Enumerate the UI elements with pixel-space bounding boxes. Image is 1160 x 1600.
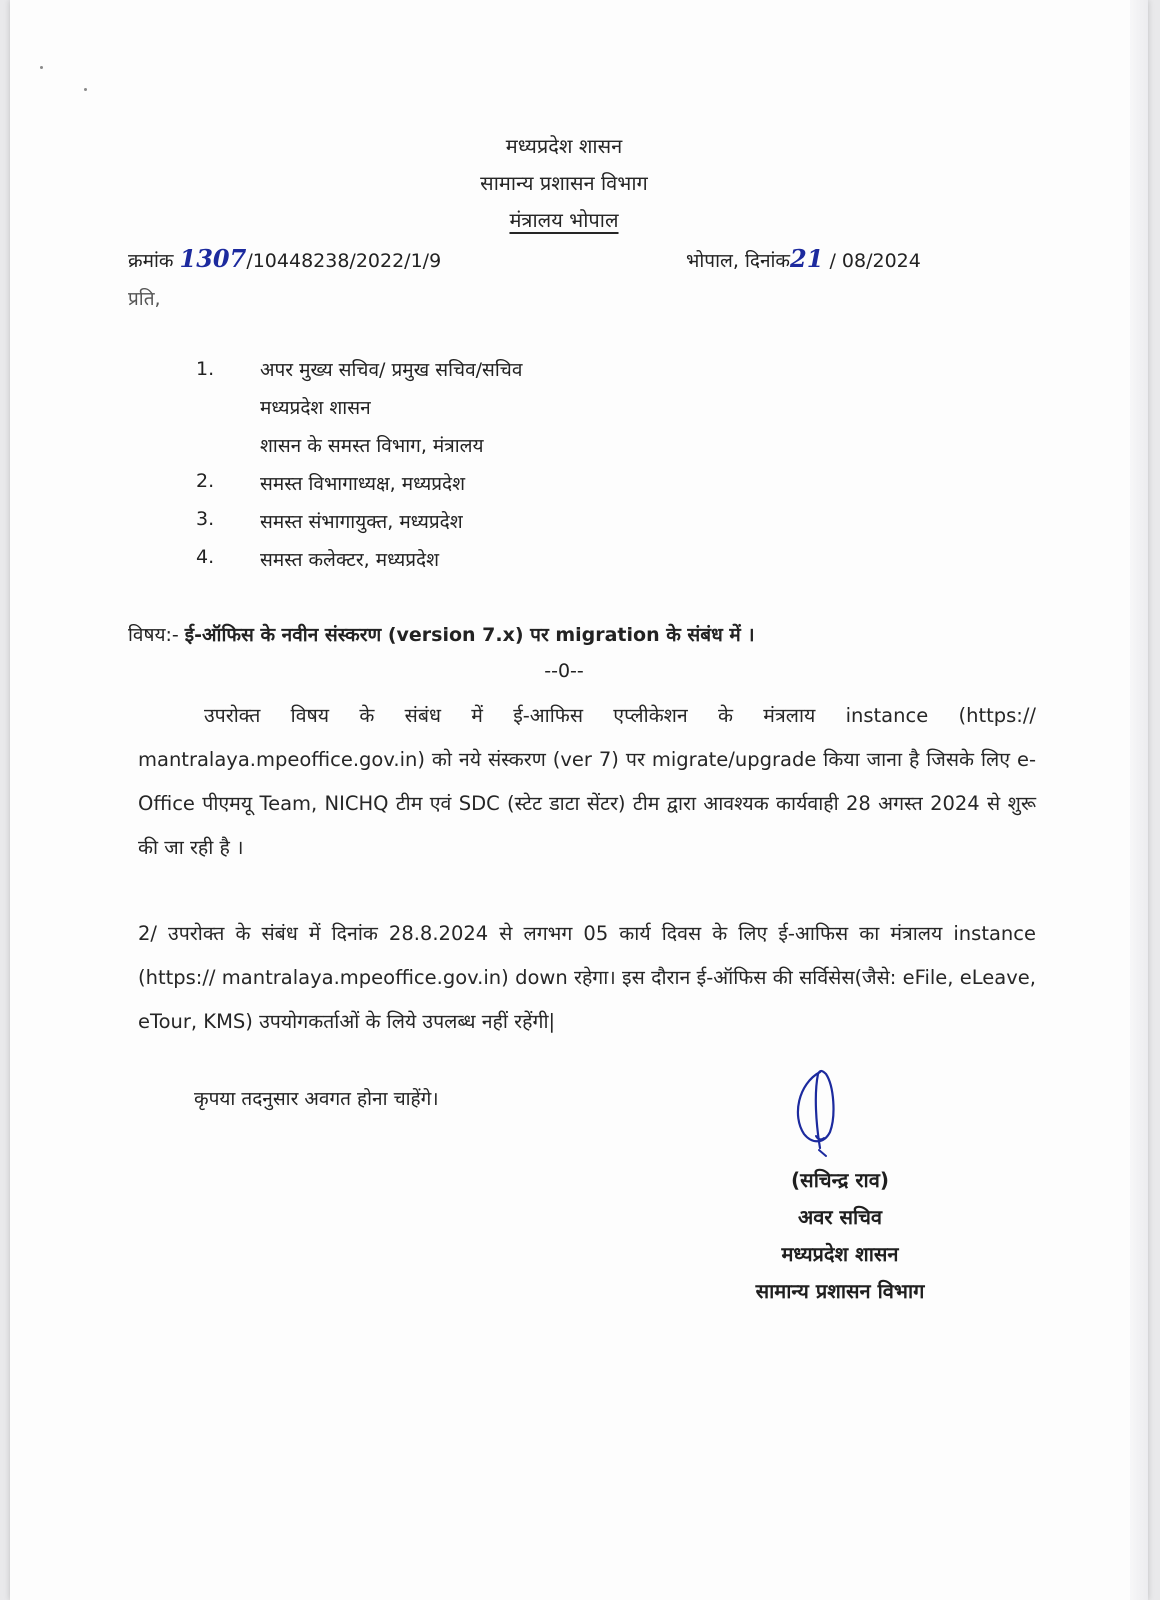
signatory-designation: अवर सचिव xyxy=(797,1205,883,1229)
recipient-1-line-3: शासन के समस्त विभाग, मंत्रालय xyxy=(260,435,484,457)
signatory-org-1: मध्यप्रदेश शासन xyxy=(781,1242,899,1266)
recipient-2-line-1: समस्त विभागाध्यक्ष, मध्यप्रदेश xyxy=(260,473,466,495)
recipient-3-line-1: समस्त संभागायुक्त, मध्यप्रदेश xyxy=(260,511,463,533)
header-line-1: मध्यप्रदेश शासन xyxy=(505,134,623,158)
paragraph-2: 2/ उपरोक्त के संबंध में दिनांक 28.8.2024 से लगभग 05 कार्य दिवस के लिए ई-आफिस का मंत्रालय instance (https:// mantralaya.mpeoffice.gov.in) down रहेगा। इस दौरान ई-ऑफिस की सर्विसेस(जैसे: eFile, eLeave, eTour, KMS) उपयोगकर्ताओं के लिये उपलब्ध नहीं रहेंगी| xyxy=(138,922,1036,1033)
handwritten-number: 1307 xyxy=(179,244,247,273)
header-line-3 xyxy=(10,206,1118,233)
subject-label: विषय:- xyxy=(128,624,179,646)
subject-text: ई-ऑफिस के नवीन संस्करण (version 7.x) पर migration के संबंध में । xyxy=(184,624,755,646)
handwritten-day: 21 xyxy=(790,244,824,273)
page-edge-shadow xyxy=(1130,0,1148,1600)
scan-speck xyxy=(84,88,87,91)
date-rest: / 08/2024 xyxy=(823,250,921,272)
recipient-4-line-1: समस्त कलेक्टर, मध्यप्रदेश xyxy=(260,549,440,571)
separator: --0-- xyxy=(544,660,584,682)
subject xyxy=(128,621,755,647)
recipient-number-2: 2. xyxy=(196,470,215,492)
scan-speck xyxy=(40,66,43,69)
reference-date xyxy=(686,244,921,273)
date-prefix: भोपाल, दिनांक xyxy=(686,250,791,272)
paragraph-1: उपरोक्त विषय के संबंध में ई-आफिस एप्लीकेशन के मंत्रलाय instance (https:// mantralaya.mpeoffice.gov.in) को नये संस्करण (ver 7) पर migrate/upgrade किया जाना है जिसके लिए e-Office पीएमयू Team, NICHQ टीम एवं SDC (स्टेट डाटा सेंटर) टीम द्वारा आवश्यक कार्यवाही 28 अगस्त 2024 से शुरू की जा रही है । xyxy=(138,704,1036,859)
signatory-name: (सचिन्द्र राव) xyxy=(791,1168,889,1192)
recipient-number-3: 3. xyxy=(196,508,215,530)
signatory-org-2: सामान्य प्रशासन विभाग xyxy=(755,1279,925,1303)
header-line-3-text: मंत्रालय भोपाल xyxy=(509,208,619,232)
reference-prefix: क्रमांक xyxy=(128,250,174,272)
handwritten-signature xyxy=(790,1064,850,1160)
header-line-2: सामान्य प्रशासन विभाग xyxy=(480,171,648,195)
recipient-number-4: 4. xyxy=(196,546,215,568)
recipient-number-1: 1. xyxy=(196,358,215,380)
letter-page xyxy=(10,0,1148,1600)
reference-number-rest: /10448238/2022/1/9 xyxy=(246,250,442,272)
to-label: प्रति, xyxy=(128,288,161,310)
recipient-1-line-2: मध्यप्रदेश शासन xyxy=(260,397,371,419)
closing-line: कृपया तदनुसार अवगत होना चाहेंगे। xyxy=(194,1088,439,1110)
reference-number xyxy=(128,244,441,273)
recipient-1-line-1: अपर मुख्य सचिव/ प्रमुख सचिव/सचिव xyxy=(260,359,523,381)
